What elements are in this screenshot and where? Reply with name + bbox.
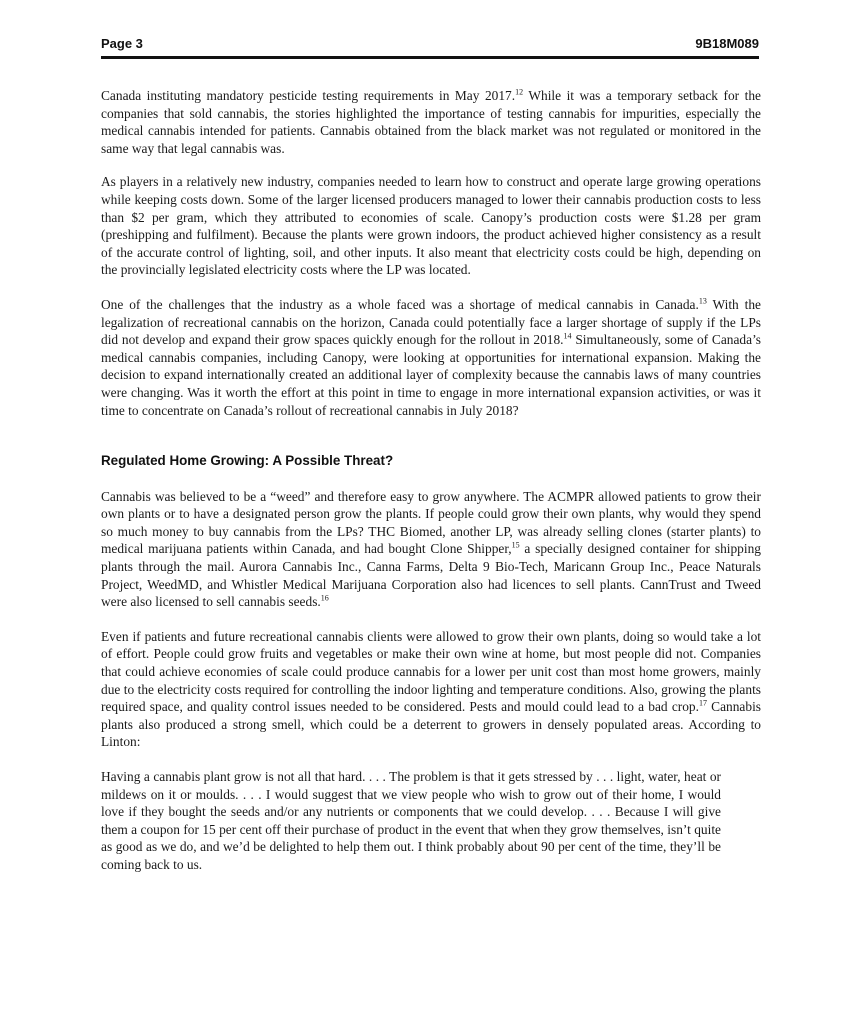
paragraph-text: Canada instituting mandatory pesticide testing requirements in May 2017. xyxy=(101,88,516,103)
paragraph-5 xyxy=(101,628,761,751)
header-rule xyxy=(101,56,759,59)
page-header xyxy=(101,36,759,54)
paragraph-text: a specially designed container for shipping plants through the mail. Aurora Cannabis Inc., Canna Farms, Delta 9 Bio-Tech, Maricann Group Inc., Peace Naturals Project, WeedMD, and Whistler Medical Marijuana Corporation also had licences to sell plants. CannTrust and Tweed were also licensed to sell cannabis seeds. xyxy=(101,541,761,610)
footnote-ref: 14 xyxy=(563,331,572,341)
paragraph-text: With the legalization of recreational cannabis on the horizon, Canada could potentially face a larger shortage of supply if the LPs did not develop and expand their grow spaces quickly enough for the rollout in 2018. xyxy=(101,296,761,348)
paragraph-text: Even if patients and future recreational cannabis clients were allowed to grow their own plants, doing so would take a lot of effort. People could grow fruits and vegetables or make their own wine at home, but most people did not. Companies that could achieve economies of scale could produce cannabis for a lower per unit cost than most home growers, mainly due to the electricity costs required for controlling the indoor lighting and temperature conditions. Also, growing the plants required space, and quality control issues needed to be considered. Pests and mould could lead to a bad crop. xyxy=(101,628,761,715)
paragraph-4 xyxy=(101,488,761,611)
paragraph-2 xyxy=(101,173,761,279)
footnote-ref: 16 xyxy=(320,593,329,603)
paragraph-text: Simultaneously, some of Canada’s medical cannabis companies, including Canopy, were looking at opportunities for international expansion. Making the decision to expand internationally created an additional layer of complexity because the cannabis laws of many countries were changing. Was it worth the effort at this point in time to engage in more international expansion activities, or was it time to concentrate on Canada’s rollout of recreational cannabis in July 2018? xyxy=(101,332,761,418)
document-code: 9B18M089 xyxy=(695,36,759,51)
paragraph-text: As players in a relatively new industry, companies needed to learn how to construct and operate large growing operations while keeping costs down. Some of the larger licensed producers managed to lower their cannabis production costs to less than $2 per gram, which they attributed to economies of scale. Canopy’s production costs were $1.28 per gram (preshipping and fulfilment). Because the plants were grown indoors, the product achieved higher consistency as a result of the accurate control of lighting, soil, and other inputs. It also meant that electricity costs could be high, depending on the provincially legislated electricity costs where the LP was located. xyxy=(101,174,761,278)
footnote-ref: 12 xyxy=(515,87,524,97)
footnote-ref: 15 xyxy=(511,541,520,550)
paragraph-text: While it was a temporary setback for the companies that sold cannabis, the stories highlighted the importance of testing cannabis for impurities, especially the medical cannabis intended for patients. Cannabis obtained from the black market was not regulated or monitored in the same way that legal cannabis was. xyxy=(101,88,761,156)
page-body xyxy=(101,87,761,891)
block-quote: Having a cannabis plant grow is not all that hard. . . . The problem is that it gets stressed by . . . light, water, heat or mildews on it or moulds. . . . I would suggest that we view people who wish to grow out of their home, I would love if they bought the seeds and/or any nutrients or components that we could develop. . . . Because I will give them a coupon for 15 per cent off their purchase of product in the event that when they grow themselves, isn’t quite as good as we do, and we’d be delighted to help them out. I think probably about 90 per cent of the time, they’ll be coming back to us. xyxy=(101,769,721,872)
paragraph-1 xyxy=(101,87,761,157)
paragraph-text: Cannabis plants also produced a strong smell, which could be a deterrent to growers in densely populated areas. According to Linton: xyxy=(101,699,762,750)
footnote-ref: 17 xyxy=(698,698,707,708)
section-heading: Regulated Home Growing: A Possible Threat? xyxy=(101,453,394,469)
paragraph-3 xyxy=(101,296,761,419)
paragraph-text: One of the challenges that the industry as a whole faced was a shortage of medical cannabis in Canada. xyxy=(101,296,699,312)
paragraph-text: Cannabis was believed to be a “weed” and therefore easy to grow anywhere. The ACMPR allowed patients to grow their own plants or to have a designated person grow the plants. If people could grow their own plants, why would they spend so much money to buy cannabis from the LPs? THC Biomed, another LP, was already selling clones (starter plants) to medical marijuana patients within Canada, and had bought Clone Shipper, xyxy=(101,488,761,557)
page-number: Page 3 xyxy=(101,36,143,51)
footnote-ref: 13 xyxy=(698,296,707,306)
